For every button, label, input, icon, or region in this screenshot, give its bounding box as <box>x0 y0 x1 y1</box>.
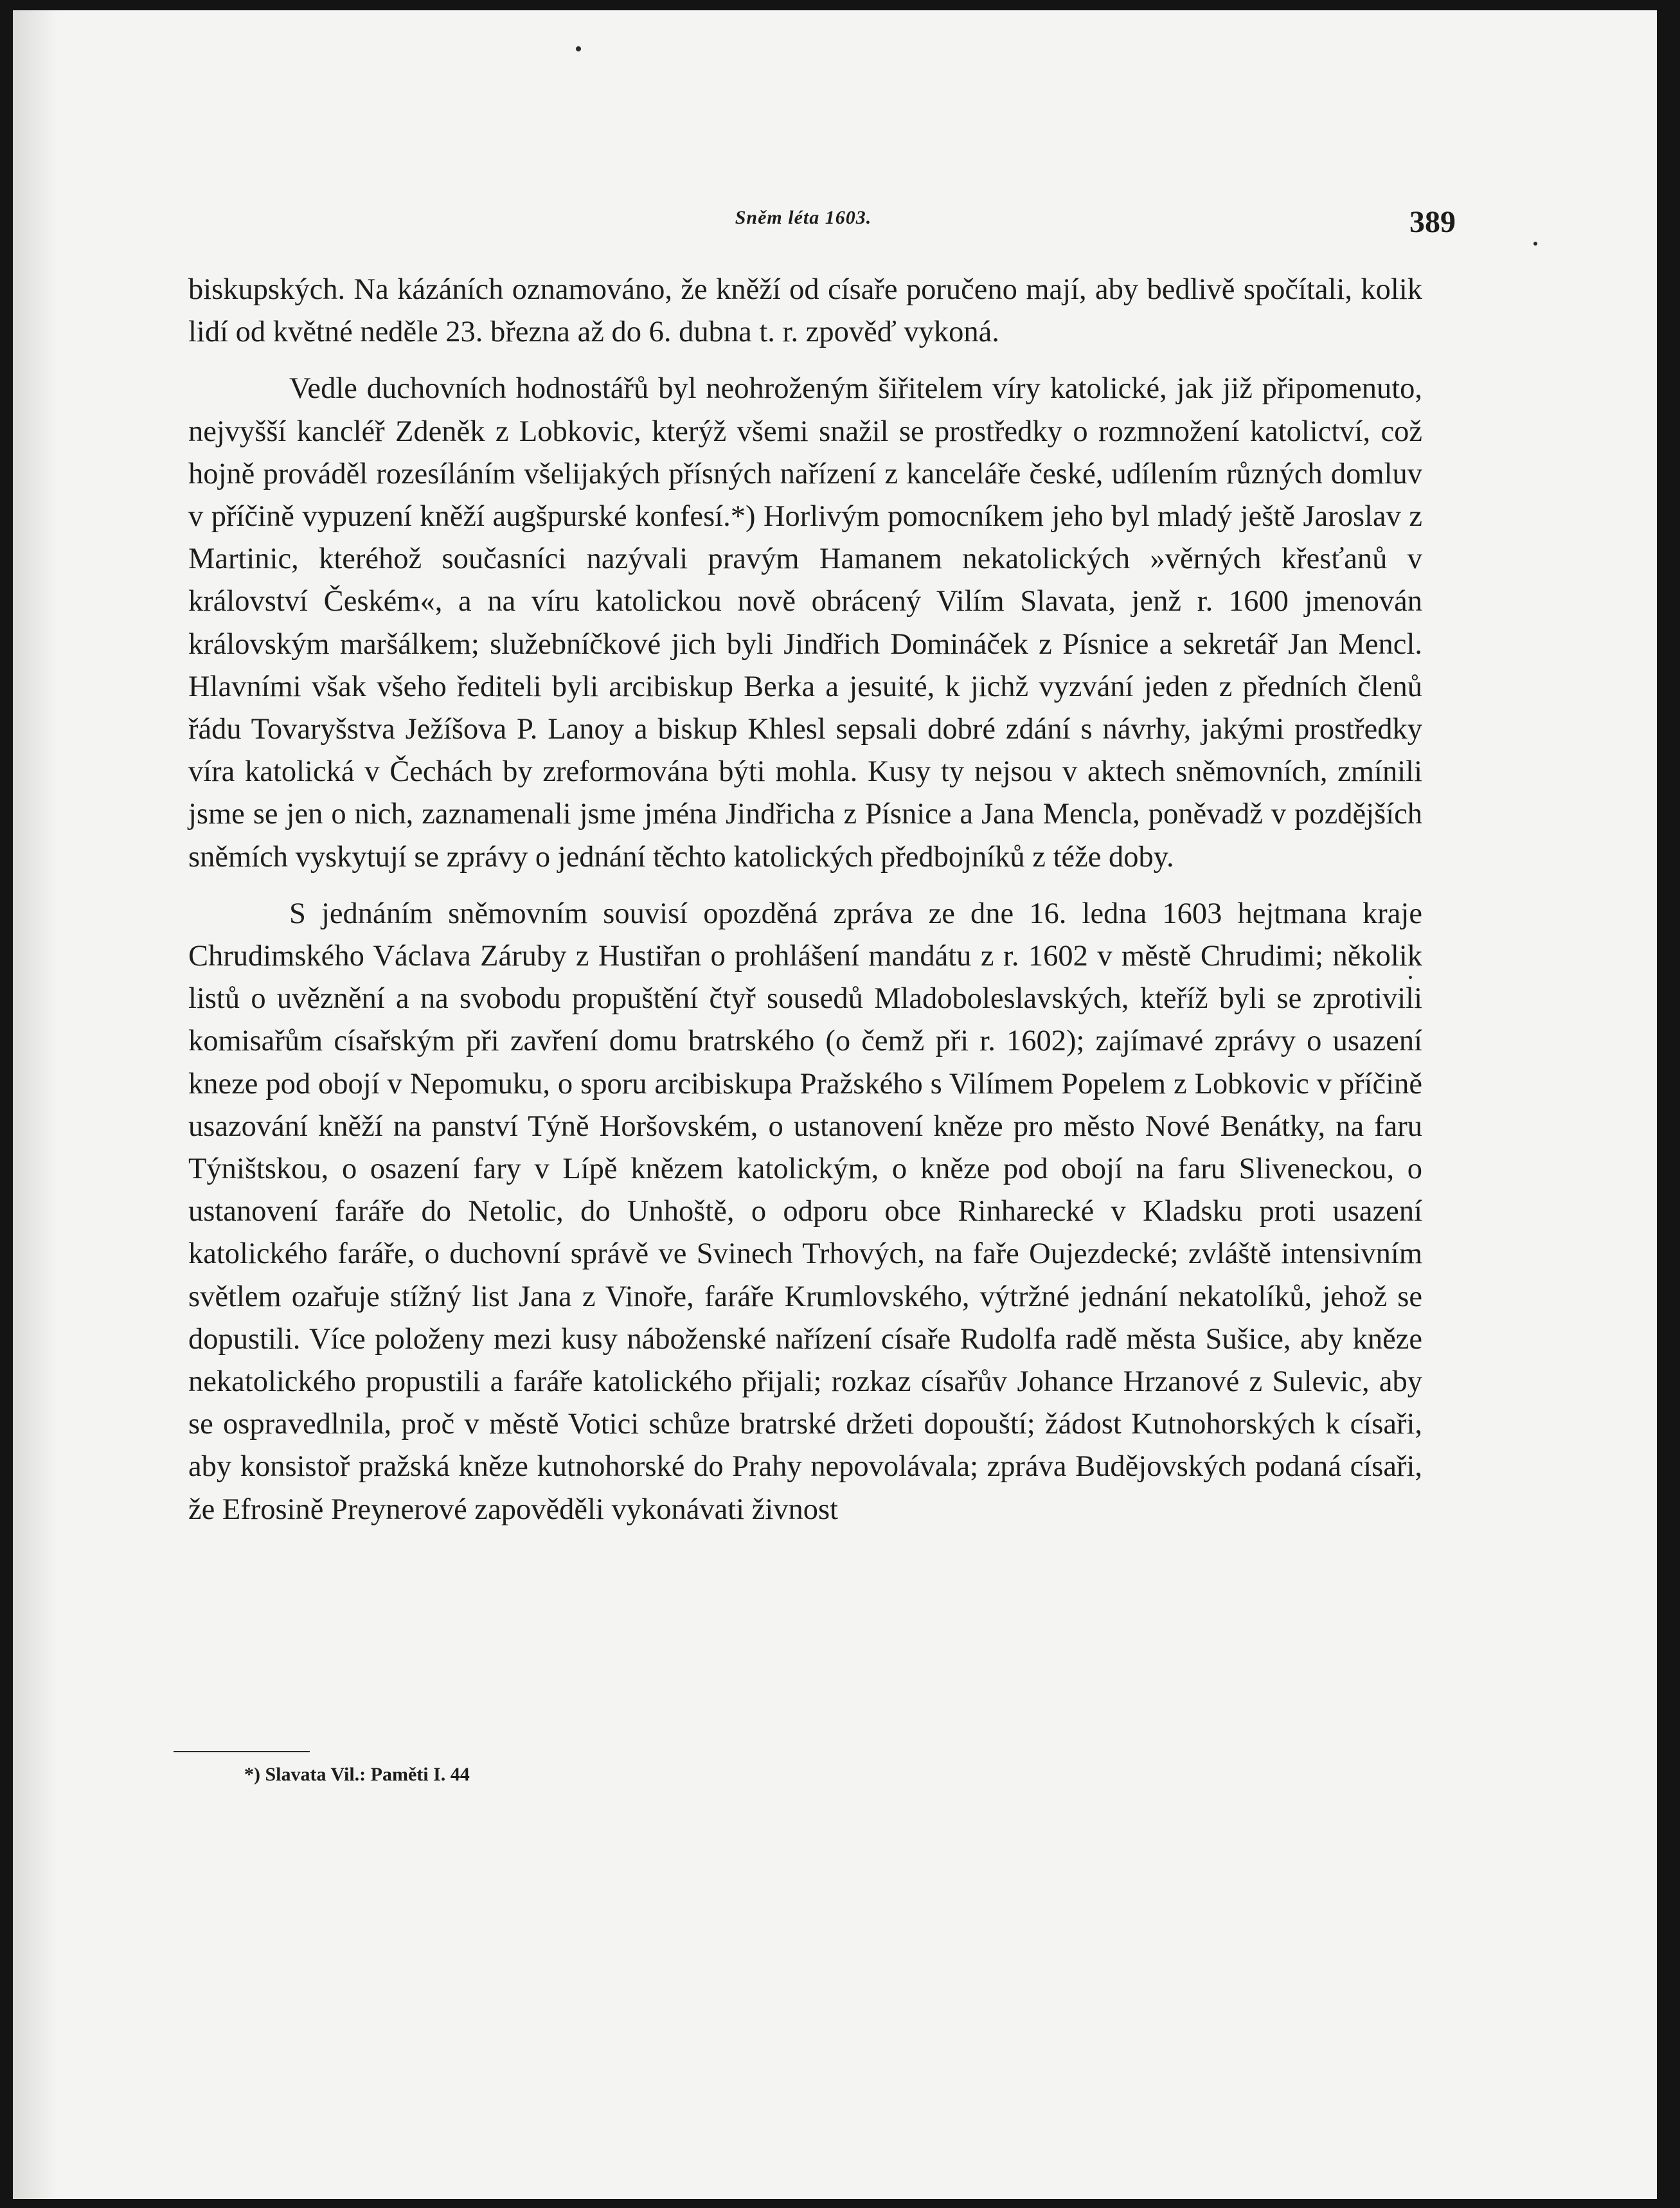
page-edge-shadow <box>13 10 58 2199</box>
footnote: *) Slavata Vil.: Paměti I. 44 <box>244 1764 470 1785</box>
running-title: Sněm léta 1603. <box>735 207 872 228</box>
scan-border-bottom <box>0 2199 1680 2208</box>
scan-border-left <box>0 0 13 2208</box>
scan-speck <box>576 46 581 51</box>
paragraph: Vedle duchovních hodnostářů byl neohroženým šiřitelem víry katolické, jak již připomenuto, nejvyšší kancléř Zdeněk z Lobkovic, kterýž všemi snažil se prostředky o rozmnožení katolictví, což hojně prováděl rozesíláním všelijakých přísných nařízení z kanceláře české, udílením různých domluv v příčině vypuzení kněží augšpurské konfesí.*) Horlivým pomocníkem jeho byl mladý ještě Jaroslav z Martinic, kteréhož současníci nazývali pravým Hamanem nekatolických »věrných křesťanů v království Českém«, a na víru katolickou nově obrácený Vilím Slavata, jenž r. 1600 jmenován královským maršálkem; služebníčkové jich byli Jindřich Domináček z Písnice a sekretář Jan Mencl. Hlavními však všeho řediteli byli arcibiskup Berka a jesuité, k jichž vyzvání jeden z předních členů řádu Tovaryšstva Ježíšova P. Lanoy a biskup Khlesl sepsali dobré zdání s návrhy, jakými prostředky víra katolická v Čechách by zreformována býti mohla. Kusy ty nejsou v aktech sněmovních, zmínili jsme se jen o nich, zaznamenali jsme jména Jindřicha z Písnice a Jana Mencla, poněvadž v pozdějších sněmích vyskytují se zprávy o jednání těchto katolických předbojníků z téže doby. <box>188 372 1422 874</box>
paragraph: S jednáním sněmovním souvisí opozděná zpráva ze dne 16. ledna 1603 hejtmana kraje Chrudimského Václava Záruby z Hustiřan o prohlášení mandátu z r. 1602 v městě Chrudimi; několik listů o uvěznění a na svobodu propuštění čtyř sousedů Mladoboleslavských, kteříž byli se zprotivili komisařům císařským při zavření domu bratrského (o čemž při r. 1602); zajímavé zprávy o usazení kneze pod obojí v Nepomuku, o sporu arcibiskupa Pražského s Vilímem Popelem z Lobkovic v příčině usazování kněží na panství Týně Horšovském, o ustanovení kněze pro město Nové Benátky, na faru Týništskou, o osazení fary v Lípě knězem katolickým, o kněze pod obojí na faru Sliveneckou, o ustanovení faráře do Netolic, do Unhoště, o odporu obce Rinharecké v Kladsku proti usazení katolického faráře, o duchovní správě ve Svinech Trhových, na faře Oujezdecké; zvláště intensivním světlem ozařuje stížný list Jana z Vinoře, faráře Krumlovského, výtržné jednání nekatolíků, jehož se dopustili. Více položeny mezi kusy náboženské nařízení císaře Rudolfa radě města Sušice, aby kněze nekatolického propustili a faráře katolického přijali; rozkaz císařův Johance Hrzanové z Sulevic, aby se ospravedlnila, proč v městě Votici schůze bratrské držeti dopouští; žádost Kutnohorských k císaři, aby konsistoř pražská kněze kutnohorské do Prahy nepovolávala; zpráva Budějovských podaná císaři, že Efrosině Preynerové zapověděli vykonávati živnost <box>188 897 1422 1526</box>
scan-border-top <box>0 0 1680 10</box>
paragraph: biskupských. Na kázáních oznamováno, že kněží od císaře poručeno mají, aby bedlivě spočítali, kolik lidí od květné neděle 23. března až do 6. dubna t. r. zpověď vykoná. <box>188 273 1422 349</box>
page-number: 389 <box>1409 205 1456 239</box>
body-text <box>188 269 1422 1531</box>
scan-border-right <box>1657 0 1680 2208</box>
footnote-rule <box>174 1751 310 1752</box>
scan-speck <box>1533 242 1537 246</box>
